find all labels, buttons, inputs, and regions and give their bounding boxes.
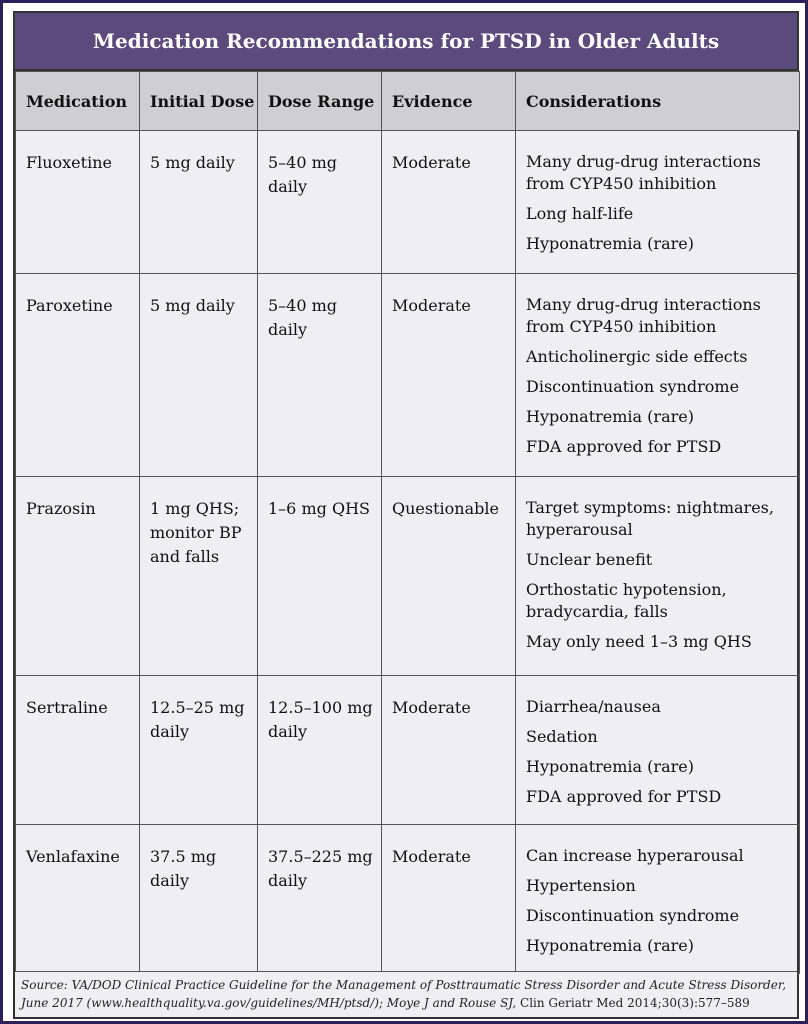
initial-dose: 12.5–25 mg daily [150, 698, 245, 741]
consideration-item: Long half-life [526, 204, 634, 223]
medication-cell [16, 676, 140, 825]
considerations-cell [516, 825, 800, 974]
table-row [16, 131, 800, 274]
evidence: Moderate [392, 296, 471, 315]
initial-dose: 5 mg daily [150, 296, 235, 315]
consideration-item: FDA approved for PTSD [526, 437, 722, 456]
table-title: Medication Recommendations for PTSD in Older Adults [15, 13, 797, 71]
consideration-item: Can increase hyperarousal [526, 846, 744, 865]
consideration-item: FDA approved for PTSD [526, 787, 722, 806]
medication-name: Paroxetine [26, 296, 113, 315]
evidence: Moderate [392, 698, 471, 717]
evidence: Moderate [392, 847, 471, 866]
header-initial-dose: Initial Dose [140, 72, 258, 131]
consideration-item: Target symptoms: nightmares, hyperarousal [526, 498, 774, 539]
header-evidence: Evidence [382, 72, 516, 131]
table-row [16, 274, 800, 477]
initial-dose-cell [140, 825, 258, 974]
initial-dose-cell [140, 274, 258, 477]
dose-range-cell [258, 477, 382, 676]
medication-cell [16, 477, 140, 676]
medication-name: Prazosin [26, 499, 96, 518]
dose-range: 37.5–225 mg daily [268, 847, 373, 890]
consideration-item: Hypertension [526, 876, 636, 895]
initial-dose: 5 mg daily [150, 153, 235, 172]
table-row [16, 477, 800, 676]
dose-range-cell [258, 131, 382, 274]
evidence-cell [382, 131, 516, 274]
medication-name: Sertraline [26, 698, 108, 717]
dose-range-cell [258, 825, 382, 974]
considerations-cell [516, 131, 800, 274]
medication-name: Fluoxetine [26, 153, 112, 172]
consideration-item: Orthostatic hypotension, bradycardia, falls [526, 580, 727, 621]
initial-dose-cell [140, 131, 258, 274]
header-considerations: Considerations [516, 72, 800, 131]
consideration-item: Many drug-drug interactions from CYP450 inhibition [526, 295, 761, 336]
medication-table [15, 71, 800, 974]
source-citation: Source: VA/DOD Clinical Practice Guideline for the Management of Posttraumatic Stress Disorder and Acute Stress Disorder, June 2017 (www.healthquality.va.gov/guidelines/MH/ptsd/); Moye J and Rouse SJ, [21, 978, 787, 1010]
table-row [16, 825, 800, 974]
dose-range: 5–40 mg daily [268, 296, 338, 339]
medication-cell [16, 274, 140, 477]
consideration-item: Hyponatremia (rare) [526, 936, 694, 955]
consideration-item: Hyponatremia (rare) [526, 407, 694, 426]
consideration-item: Many drug-drug interactions from CYP450 inhibition [526, 152, 761, 193]
consideration-item: Discontinuation syndrome [526, 377, 740, 396]
initial-dose: 37.5 mg daily [150, 847, 217, 890]
consideration-item: Hyponatremia (rare) [526, 757, 694, 776]
initial-dose: 1 mg QHS; monitor BP and falls [150, 499, 242, 566]
dose-range: 12.5–100 mg daily [268, 698, 373, 741]
evidence-cell [382, 274, 516, 477]
considerations-cell [516, 676, 800, 825]
evidence-cell [382, 676, 516, 825]
consideration-item: Sedation [526, 727, 598, 746]
header-medication: Medication [16, 72, 140, 131]
consideration-item: Anticholinergic side effects [526, 347, 748, 366]
consideration-item: Hyponatremia (rare) [526, 234, 694, 253]
header-dose-range: Dose Range [258, 72, 382, 131]
table-row [16, 676, 800, 825]
dose-range: 1–6 mg QHS [268, 499, 370, 518]
medication-name: Venlafaxine [26, 847, 120, 866]
medication-cell [16, 131, 140, 274]
medication-cell [16, 825, 140, 974]
considerations-cell [516, 274, 800, 477]
header-row [16, 72, 800, 131]
evidence: Moderate [392, 153, 471, 172]
consideration-item: Discontinuation syndrome [526, 906, 740, 925]
dose-range-cell [258, 676, 382, 825]
evidence-cell [382, 477, 516, 676]
dose-range-cell [258, 274, 382, 477]
consideration-item: Unclear benefit [526, 550, 653, 569]
initial-dose-cell [140, 676, 258, 825]
consideration-item: Diarrhea/nausea [526, 697, 661, 716]
consideration-item: May only need 1–3 mg QHS [526, 632, 752, 651]
initial-dose-cell [140, 477, 258, 676]
evidence: Questionable [392, 499, 499, 518]
dose-range: 5–40 mg daily [268, 153, 338, 196]
table-panel [13, 11, 799, 1019]
source-journal: Clin Geriatr Med 2014;30(3):577–589 [520, 996, 750, 1010]
source-footnote [15, 971, 797, 1017]
considerations-cell [516, 477, 800, 676]
evidence-cell [382, 825, 516, 974]
